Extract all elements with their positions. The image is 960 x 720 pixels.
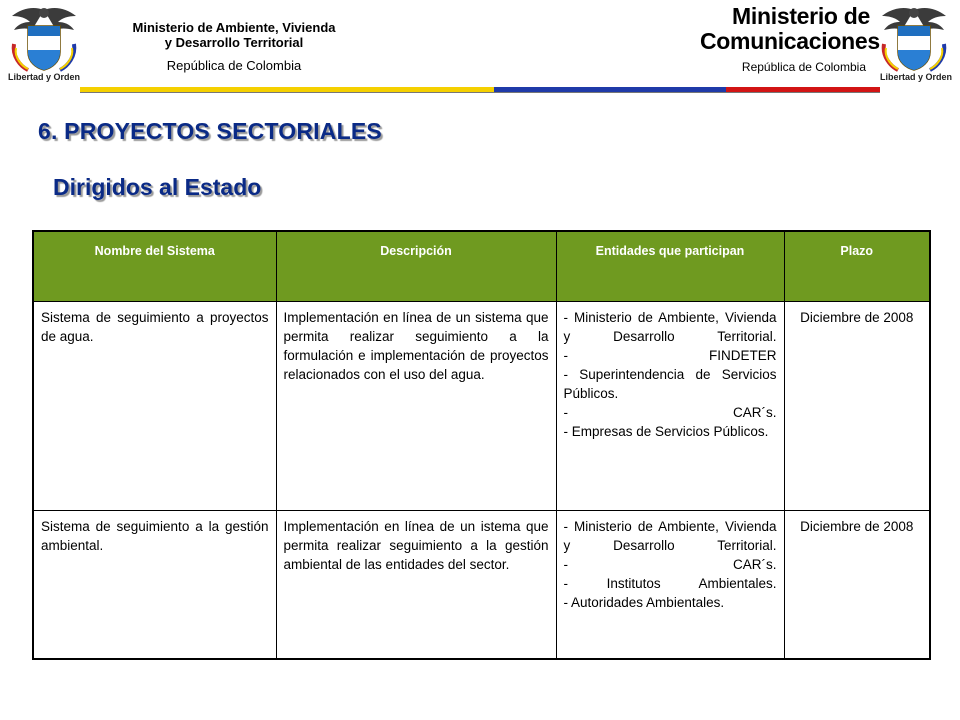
- cell-plazo: Diciembre de 2008: [784, 302, 930, 511]
- ministry-left-name-line-2: y Desarrollo Territorial: [164, 35, 304, 50]
- entidad-item: - Ministerio de Ambiente, Vivienda y Desarrollo Territorial.: [563, 310, 777, 344]
- entidad-item: - Institutos Ambientales.: [563, 576, 777, 591]
- column-header-descripcion: Descripción: [276, 231, 556, 302]
- cell-nombre: Sistema de seguimiento a proyectos de agua.: [33, 302, 276, 511]
- entidad-item: - FINDETER: [563, 348, 777, 363]
- ministry-right-block: [700, 3, 880, 74]
- ministry-right-country: República de Colombia: [741, 60, 866, 74]
- entidad-item: - Empresas de Servicios Públicos.: [563, 424, 769, 439]
- cell-entidades: [556, 511, 784, 659]
- cell-descripcion: Implementación en línea de un sistema que permita realizar seguimiento a la formulación e implementación de proyectos relacionados con el uso del agua.: [276, 302, 556, 511]
- projects-table: [32, 230, 931, 660]
- table-header-row: [33, 231, 930, 302]
- entidad-item: - CAR´s.: [563, 405, 777, 420]
- table-row: [33, 511, 930, 659]
- ministry-left-block: [96, 20, 372, 73]
- cell-descripcion: Implementación en línea de un istema que permita realizar seguimiento a la gestión ambiental de las entidades del sector.: [276, 511, 556, 659]
- ministry-left-name-line-1: Ministerio de Ambiente, Vivienda: [132, 20, 336, 35]
- header-divider: [80, 92, 880, 93]
- cell-entidades: [556, 302, 784, 511]
- table-row: [33, 302, 930, 511]
- entidad-item: - Superintendencia de Servicios Públicos.: [563, 367, 777, 401]
- entidad-item: - Autoridades Ambientales.: [563, 595, 725, 610]
- column-header-plazo: Plazo: [784, 231, 930, 302]
- page-subtitle: Dirigidos al Estado: [53, 174, 262, 200]
- entidad-item: - CAR´s.: [563, 557, 777, 572]
- ministry-right-name-line-1: Ministerio de: [732, 3, 870, 29]
- cell-plazo: Diciembre de 2008: [784, 511, 930, 659]
- ministry-left-country: República de Colombia: [166, 58, 302, 73]
- column-header-nombre: Nombre del Sistema: [33, 231, 276, 302]
- motto-left: Libertad y Orden: [7, 72, 80, 82]
- page-header: [0, 0, 960, 96]
- column-header-entidades: Entidades que participan: [556, 231, 784, 302]
- motto-right: Libertad y Orden: [879, 72, 952, 82]
- page-title: 6. PROYECTOS SECTORIALES: [38, 118, 382, 144]
- ministry-right-name-line-2: Comunicaciones: [700, 28, 880, 54]
- entidad-item: - Ministerio de Ambiente, Vivienda y Desarrollo Territorial.: [563, 519, 777, 553]
- cell-nombre: Sistema de seguimiento a la gestión ambiental.: [33, 511, 276, 659]
